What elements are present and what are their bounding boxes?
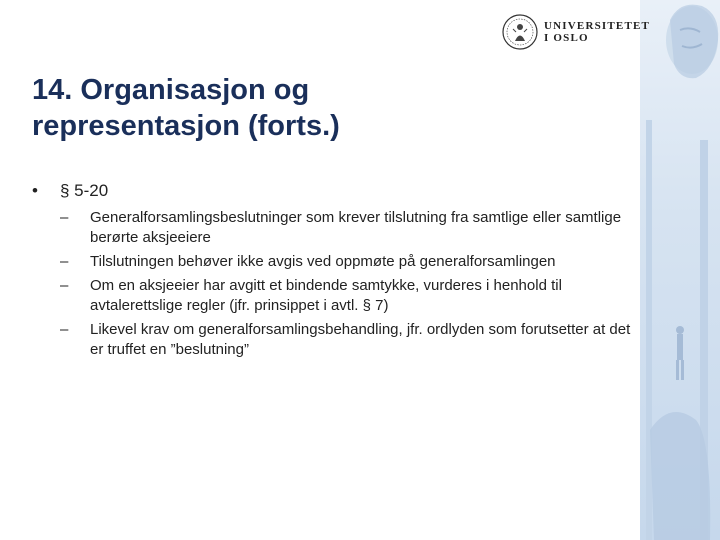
bullet-marker: • (32, 181, 38, 200)
logo-line-2: I OSLO (544, 32, 589, 44)
sub-bullet-text: Tilslutningen behøver ikke avgis ved oppmøte på generalforsamlingen (90, 253, 556, 270)
statue-illustration-icon (640, 0, 720, 540)
bullet-text: § 5-20 (60, 181, 109, 200)
sub-bullet-item (60, 320, 640, 360)
sub-bullet-text: Generalforsamlingsbeslutninger som krever tilslutning fra samtlige eller samtlige berørte aksjeeiere (90, 209, 622, 246)
slide-title-line-2: representasjon (forts.) (32, 110, 340, 142)
sub-bullet-item (60, 276, 640, 316)
university-logo (502, 12, 650, 52)
sub-bullet-item (60, 208, 640, 248)
slide-title (32, 72, 592, 144)
bullet-item (32, 180, 640, 202)
slide-title-line-1: 14. Organisasjon og (32, 74, 310, 106)
university-seal-icon (502, 14, 538, 50)
logo-line-1: UNIVERSITETET (544, 20, 651, 32)
decorative-side-panel (640, 0, 720, 540)
sub-bullet-marker: – (60, 209, 69, 226)
slide-body (32, 180, 640, 364)
sub-bullet-marker: – (60, 253, 69, 270)
sub-bullet-list (60, 208, 640, 360)
sub-bullet-item (60, 252, 640, 272)
sub-bullet-text: Om en aksjeeier har avgitt et bindende samtykke, vurderes i henhold til avtalerettslige regler (jfr. prinsippet i avtl. § 7) (90, 277, 562, 314)
sub-bullet-marker: – (60, 321, 69, 338)
sub-bullet-marker: – (60, 277, 69, 294)
sub-bullet-text: Likevel krav om generalforsamlingsbehandling, jfr. ordlyden som forutsetter at det er truffet en ”beslutning” (90, 321, 631, 358)
